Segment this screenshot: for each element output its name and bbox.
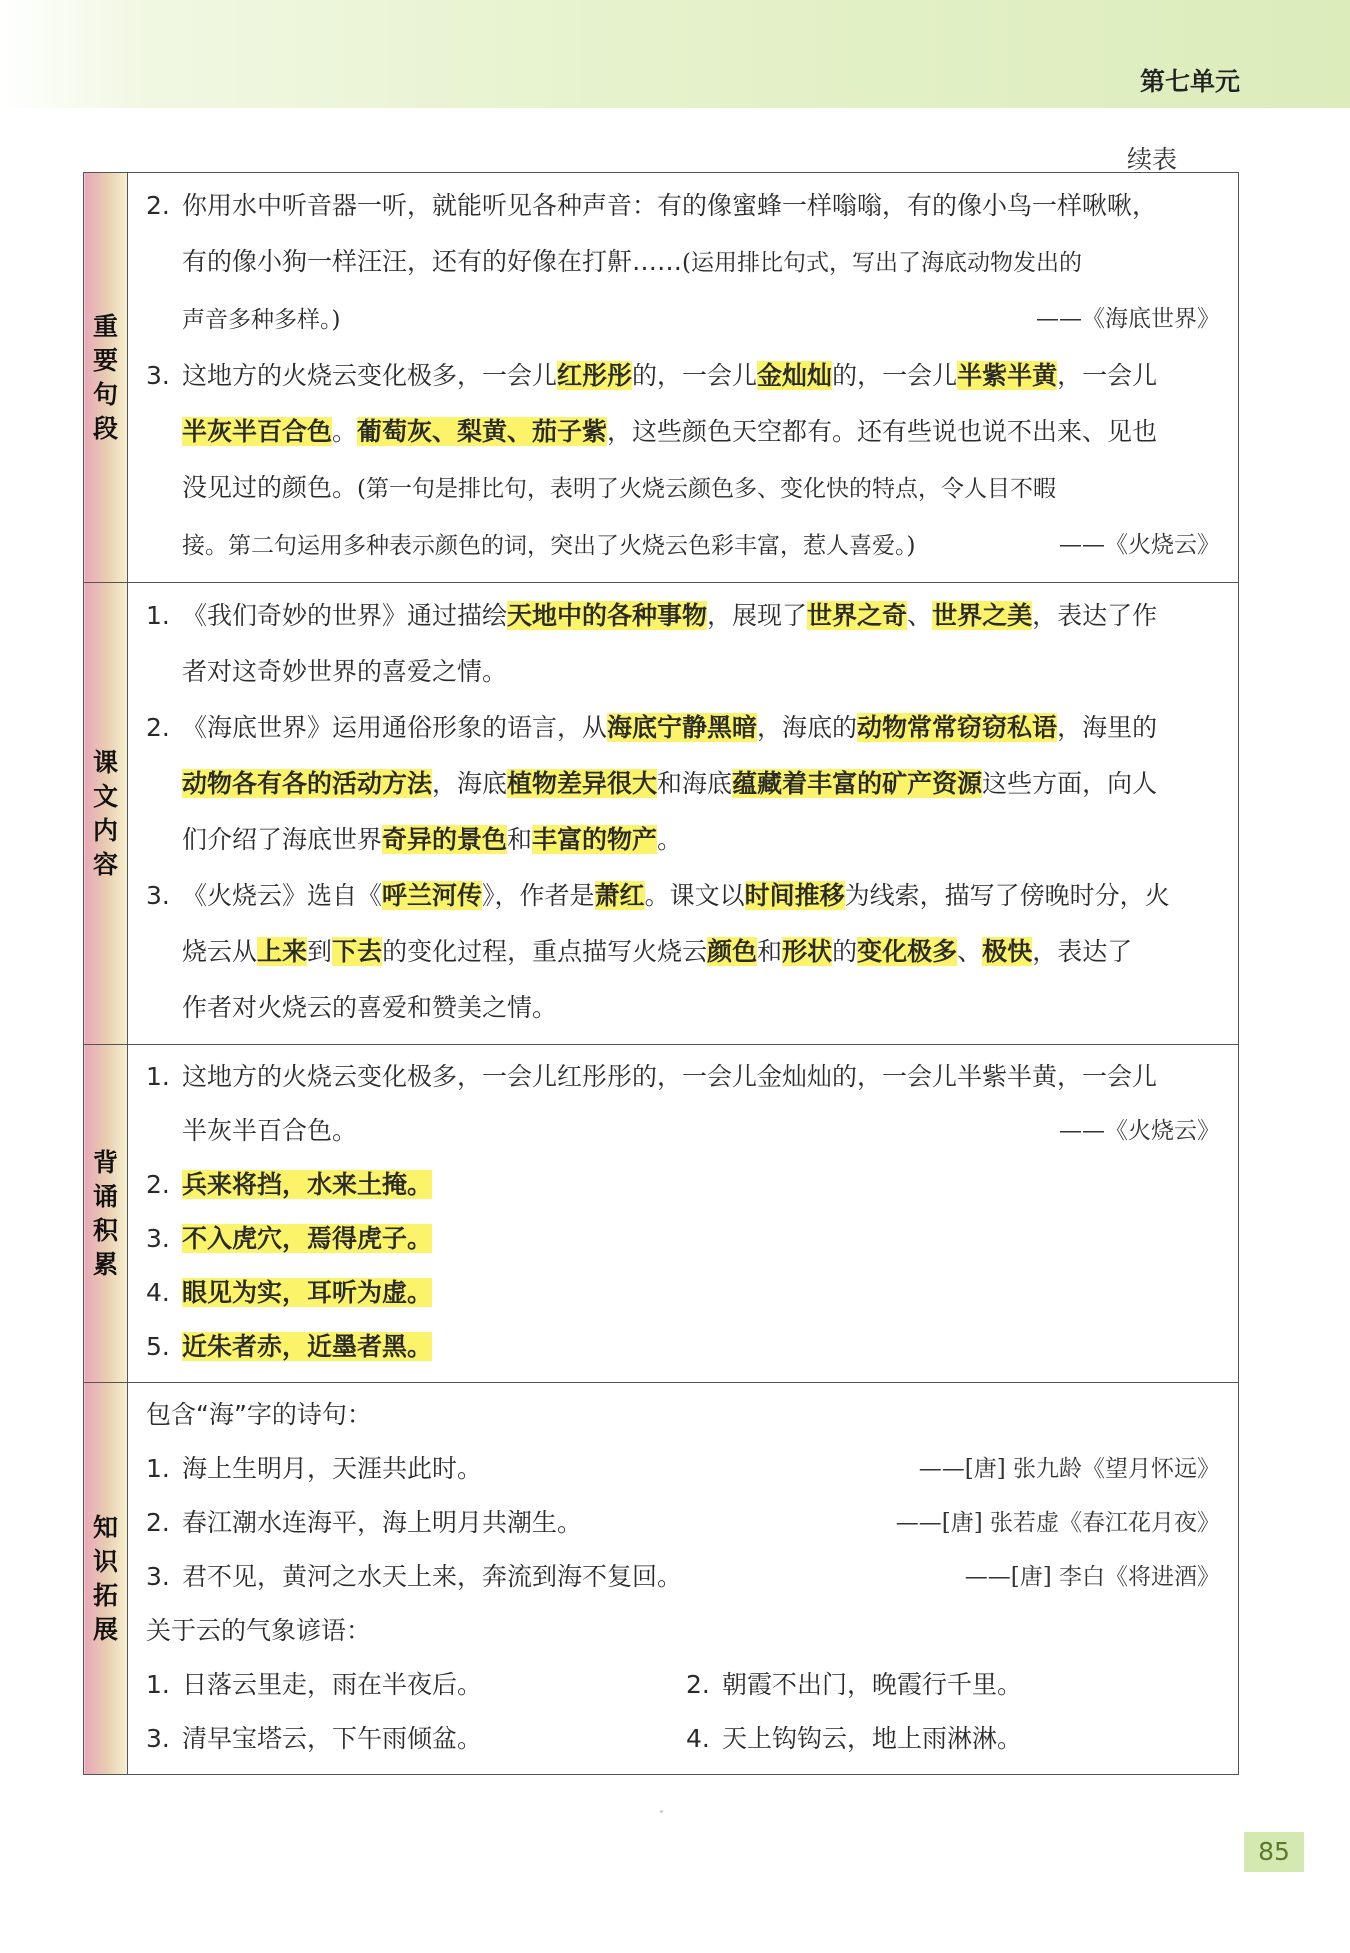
source-citation: ——[唐] 张九龄《望月怀远》 [918,1456,1220,1482]
source-citation: ——《海底世界》 [1036,306,1220,332]
section-label-cell [84,173,128,583]
item-number: 1. [146,601,170,630]
text-line [146,1158,1226,1212]
summary-table [83,172,1239,1775]
table-row [84,173,1239,583]
source-citation: ——[唐] 张若虚《春江花月夜》 [895,1510,1220,1536]
unit-title: 第七单元 [1139,67,1240,96]
item-number: 2. [146,1170,170,1199]
highlighted-text: 世界之奇 [807,601,908,630]
highlighted-text: 金灿灿 [757,361,833,390]
item-number: 4. [146,1278,170,1307]
text-line [146,1712,1226,1766]
highlighted-text: 植物差异很大 [507,769,658,798]
highlighted-text: 半紫半黄 [957,361,1058,390]
source-citation: ——《火烧云》 [1059,532,1220,558]
text-segment: 们介绍了海底世界 [182,825,383,854]
text-segment: 《火烧云》选自《 [182,881,383,910]
text-segment: 。 [332,417,358,446]
highlighted-text: 萧红 [594,881,645,910]
source-citation: ——《火烧云》 [1059,1118,1220,1144]
text-line [146,404,1226,460]
text-line [146,644,1226,700]
section-content [128,173,1239,583]
text-segment: 到 [307,937,333,966]
item-number: 1. [146,1062,170,1091]
text-segment: 你用水中听音器一听，就能听见各种声音：有的像蜜蜂一样嗡嗡，有的像小鸟一样啾啾， [182,191,1158,220]
text-segment: 的，一会儿 [632,361,758,390]
proverb-item [146,1658,686,1712]
continued-label: 续表 [1127,145,1178,174]
text-line [146,700,1226,756]
proverb-text: 朝霞不出门，晚霞行千里。 [722,1670,1023,1699]
text-segment: 这地方的火烧云变化极多，一会儿红彤彤的，一会儿金灿灿的，一会儿半紫半黄，一会儿 [182,1062,1158,1091]
annotation-text: 接。第二句运用多种表示颜色的词，突出了火烧云色彩丰富，惹人喜爱。) [182,533,916,559]
item-number: 3. [146,1724,170,1753]
text-line [146,1104,1226,1158]
item-number: 2. [146,1508,170,1537]
section-label: 背诵积累 [92,1147,118,1279]
text-line [146,178,1226,234]
item-number: 3. [146,1224,170,1253]
section-label-cell [84,583,128,1045]
highlighted-text: 上来 [257,937,308,966]
page-dot [660,1810,663,1813]
text-line [146,924,1226,980]
section-content [128,1045,1239,1383]
item-number: 5. [146,1332,170,1361]
highlighted-text: 呼兰河传 [382,881,483,910]
highlighted-text: 海底宁静黑暗 [607,713,758,742]
proverb-text: 日落云里走，雨在半夜后。 [182,1670,483,1699]
text-segment: ，海里的 [1057,713,1158,742]
text-segment: 为线索，描写了傍晚时分，火 [844,881,1170,910]
highlighted-text: 近朱者赤，近墨者黑。 [182,1332,433,1361]
highlighted-text: 形状 [782,937,833,966]
text-segment: ，海底的 [757,713,858,742]
item-number: 2. [146,713,170,742]
text-segment: 。课文以 [644,881,745,910]
section-label: 知识拓展 [92,1512,118,1644]
text-segment: 包含“海”字的诗句： [146,1400,372,1429]
text-segment: 和 [507,825,533,854]
proverb-item [146,1712,686,1766]
text-segment: 《海底世界》运用通俗形象的语言，从 [182,713,608,742]
text-segment: ，表达了 [1032,937,1133,966]
annotation-text: 声音多种多样。) [182,307,341,333]
text-segment: 关于云的气象谚语： [146,1616,372,1645]
annotation-text: (第一句是排比句，表明了火烧云颜色多、变化快的特点，令人目不暇 [357,476,1056,502]
proverb-item [686,1658,1226,1712]
text-line [146,1050,1226,1104]
source-citation: ——[唐] 李白《将进酒》 [964,1564,1220,1590]
text-line [146,234,1226,291]
highlighted-text: 动物常常窃窃私语 [857,713,1058,742]
text-line [146,1550,1226,1604]
text-line [146,1388,1226,1442]
highlighted-text: 蕴藏着丰富的矿产资源 [732,769,983,798]
highlighted-text: 颜色 [707,937,758,966]
text-segment: 。 [657,825,683,854]
section-label-cell [84,1383,128,1775]
text-segment: 和 [757,937,783,966]
text-line [146,1604,1226,1658]
text-line [146,1320,1226,1374]
item-number: 1. [146,1670,170,1699]
text-segment: 和海底 [657,769,733,798]
text-segment: 、 [957,937,983,966]
table-row [84,583,1239,1045]
highlighted-text: 兵来将挡，水来土掩。 [182,1170,433,1199]
item-number: 2. [146,191,170,220]
section-content [128,583,1239,1045]
text-segment: 者对这奇妙世界的喜爱之情。 [182,657,508,686]
text-segment: 的变化过程，重点描写火烧云 [382,937,708,966]
highlighted-text: 不入虎穴，焉得虎子。 [182,1224,433,1253]
text-line [146,1442,1226,1496]
text-segment: 有的像小狗一样汪汪，还有的好像在打鼾…… [182,247,683,276]
text-segment: 半灰半百合色。 [182,1116,358,1145]
text-segment: ，一会儿 [1057,361,1158,390]
text-segment: 烧云从 [182,937,258,966]
highlighted-text: 时间推移 [744,881,845,910]
text-segment: 》，作者是 [482,881,595,910]
annotation-text: (运用排比句式，写出了海底动物发出的 [682,250,1082,276]
text-segment: ，海底 [432,769,508,798]
page-number: 85 [1244,1832,1304,1872]
highlighted-text: 半灰半百合色 [182,417,333,446]
text-line [146,868,1226,924]
section-label: 重要句段 [92,311,118,443]
text-segment: 、 [907,601,933,630]
proverb-item [686,1712,1226,1766]
highlighted-text: 奇异的景色 [382,825,508,854]
item-number: 1. [146,1454,170,1483]
text-segment: 的 [832,937,858,966]
text-segment: ，展现了 [707,601,808,630]
text-line [146,291,1226,348]
section-content [128,1383,1239,1775]
text-segment: 海上生明月，天涯共此时。 [182,1454,483,1483]
section-label-cell [84,1045,128,1383]
item-number: 4. [686,1724,710,1753]
text-line [146,460,1226,517]
proverb-text: 天上钩钩云，地上雨淋淋。 [722,1724,1023,1753]
highlighted-text: 下去 [332,937,383,966]
text-line [146,980,1226,1036]
table-row [84,1383,1239,1775]
text-segment: 这些方面，向人 [982,769,1158,798]
text-segment: 春江潮水连海平，海上明月共潮生。 [182,1508,583,1537]
text-line [146,756,1226,812]
text-segment: 《我们奇妙的世界》通过描绘 [182,601,508,630]
text-line [146,1658,1226,1712]
section-label: 课文内容 [92,747,118,879]
text-line [146,348,1226,404]
text-line [146,1266,1226,1320]
text-segment: 这地方的火烧云变化极多，一会儿 [182,361,558,390]
text-segment: 的，一会儿 [832,361,958,390]
text-segment: 君不见，黄河之水天上来，奔流到海不复回。 [182,1562,683,1591]
item-number: 2. [686,1670,710,1699]
text-line [146,1496,1226,1550]
text-line [146,1212,1226,1266]
table-row [84,1045,1239,1383]
proverb-text: 清早宝塔云，下午雨倾盆。 [182,1724,483,1753]
highlighted-text: 天地中的各种事物 [507,601,708,630]
highlighted-text: 世界之美 [932,601,1033,630]
text-segment: 没见过的颜色。 [182,473,358,502]
item-number: 3. [146,1562,170,1591]
text-line [146,588,1226,644]
text-segment: ，这些颜色天空都有。还有些说也说不出来、见也 [607,417,1158,446]
highlighted-text: 动物各有各的活动方法 [182,769,433,798]
highlighted-text: 丰富的物产 [532,825,658,854]
highlighted-text: 红彤彤 [557,361,633,390]
highlighted-text: 极快 [982,937,1033,966]
text-segment: ，表达了作 [1032,601,1158,630]
item-number: 3. [146,881,170,910]
text-segment: 作者对火烧云的喜爱和赞美之情。 [182,993,558,1022]
text-line [146,517,1226,574]
highlighted-text: 葡萄灰、梨黄、茄子紫 [357,417,608,446]
text-line [146,812,1226,868]
item-number: 3. [146,361,170,390]
highlighted-text: 变化极多 [857,937,958,966]
highlighted-text: 眼见为实，耳听为虚。 [182,1278,433,1307]
